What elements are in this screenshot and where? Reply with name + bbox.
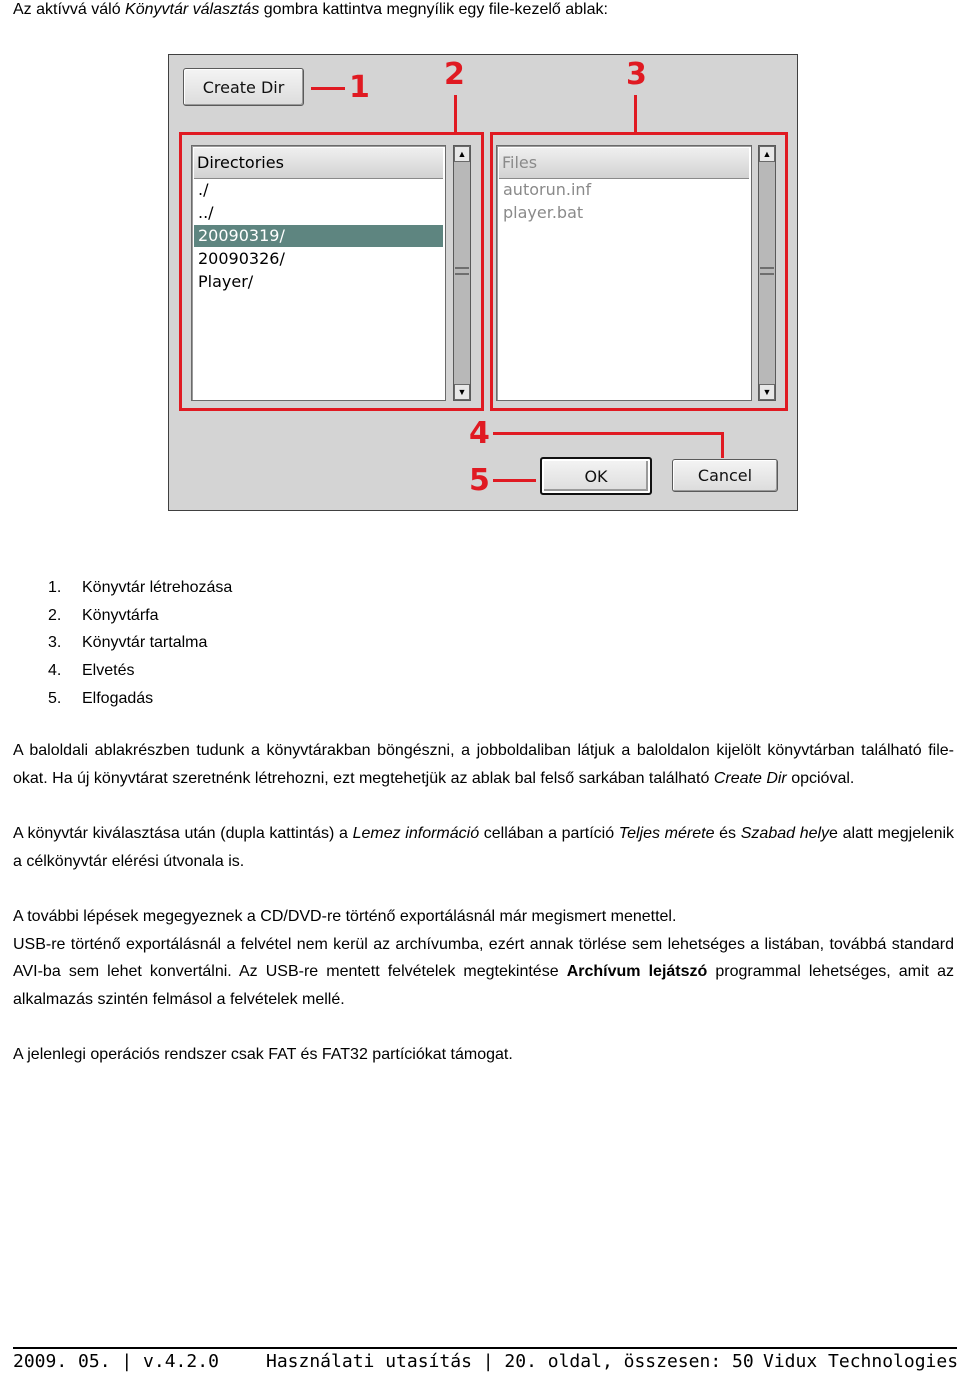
cancel-button[interactable]: Cancel	[672, 459, 778, 492]
callout-5: 5	[469, 463, 490, 498]
list-item: 5. Elfogadás	[48, 689, 154, 707]
directory-item[interactable]: ../	[198, 203, 214, 222]
callout-1-line	[311, 87, 345, 90]
callout-2-line	[454, 95, 457, 132]
callout-4: 4	[469, 416, 490, 451]
paragraph-select: A könyvtár kiválasztása után (dupla kattintás) a Lemez információ cellában a partíció Teljes mérete és Szabad helye alatt megjelenik a célkönyvtár elérési útvonala is.	[13, 825, 955, 870]
paragraph-fat: A jelenlegi operációs rendszer csak FAT és FAT32 partíciókat támogat.	[13, 1046, 513, 1063]
list-item: 2. Könyvtárfa	[48, 606, 159, 624]
footer-divider	[13, 1347, 957, 1349]
file-item[interactable]: autorun.inf	[503, 180, 592, 199]
callout-2: 2	[444, 57, 465, 92]
scroll-down-icon[interactable]: ▼	[759, 384, 775, 400]
scroll-up-icon[interactable]: ▲	[759, 146, 775, 162]
callout-1: 1	[349, 70, 370, 105]
intro-text: Az aktívvá váló Könyvtár választás gombra kattintva megnyílik egy file-kezelő ablak:	[13, 1, 608, 18]
list-item: 1. Könyvtár létrehozása	[48, 579, 233, 596]
directories-header: Directories	[194, 148, 443, 179]
callout-3-line	[634, 95, 637, 132]
directory-item[interactable]: 20090326/	[198, 249, 285, 268]
files-header: Files	[499, 148, 749, 179]
footer-page-info: Használati utasítás | 20. oldal, összesen: 50	[266, 1351, 754, 1372]
directory-item[interactable]: ./	[198, 180, 209, 199]
callout-3: 3	[626, 57, 647, 92]
directories-list[interactable]	[191, 145, 446, 401]
directory-item[interactable]: Player/	[198, 272, 254, 291]
file-manager-dialog	[168, 54, 798, 511]
files-scrollbar[interactable]	[758, 145, 776, 401]
callout-4-line	[493, 432, 724, 435]
legend-list	[48, 574, 232, 713]
footer-company: Vidux Technologies	[763, 1351, 959, 1372]
list-item: 3. Könyvtár tartalma	[48, 634, 208, 652]
files-list[interactable]	[496, 145, 752, 401]
callout-5-line	[493, 479, 536, 482]
create-dir-button[interactable]: Create Dir	[183, 68, 304, 106]
scroll-down-icon[interactable]: ▼	[454, 384, 470, 400]
scroll-grip-icon[interactable]	[760, 267, 774, 275]
directory-item-selected[interactable]: 20090319/	[194, 225, 443, 247]
scroll-up-icon[interactable]: ▲	[454, 146, 470, 162]
directories-scrollbar[interactable]	[453, 145, 471, 401]
callout-4-line-down	[721, 432, 724, 458]
scroll-grip-icon[interactable]	[455, 267, 469, 275]
paragraph-browse: A baloldali ablakrészben tudunk a könyvtárakban böngészni, a jobboldaliban látjuk a baloldalon kijelölt könyvtárban található file-okat. Ha új könyvtárat szeretnénk létrehozni, ezt megtehetjük az ablak bal felső sarkában található Create Dir opcióval.	[13, 742, 954, 787]
paragraph-steps: A további lépések megegyeznek a CD/DVD-re történő exportálásnál már megismert menettel. USB-re történő exportálásnál a felvétel nem kerül az archívumba, ezért annak törlése sem lehetséges a listában, továbbá standard AVI-ba sem lehet konvertálni. Az USB-re mentett felvételek megtekintése Archívum lejátszó programmal lehetséges, amit az alkalmazás szintén felmásol a felvételek mellé.	[13, 908, 955, 1008]
ok-button[interactable]: OK	[540, 457, 652, 495]
file-item[interactable]: player.bat	[503, 203, 584, 222]
list-item: 4. Elvetés	[48, 662, 135, 680]
footer-date-version: 2009. 05. | v.4.2.0	[13, 1351, 219, 1372]
intro-italic: Könyvtár választás	[125, 1, 260, 18]
